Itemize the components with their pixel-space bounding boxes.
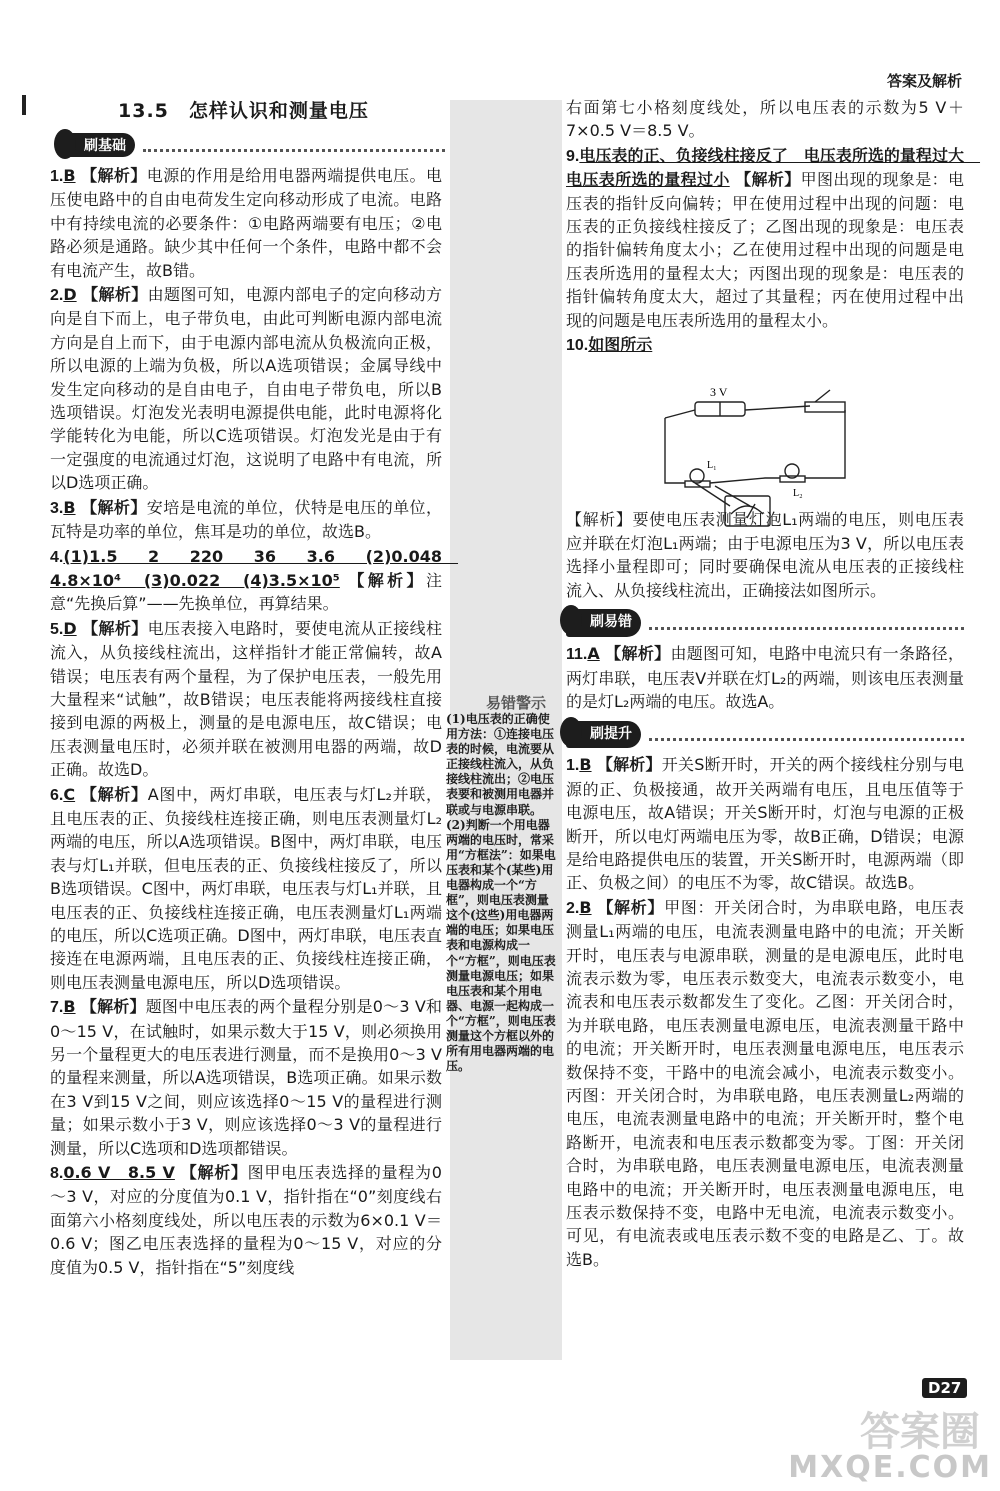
item-answer: B: [63, 997, 76, 1017]
watermark-logo: 答案圈: [860, 1409, 980, 1455]
item-number: 9.: [566, 147, 580, 165]
header-right: 答案及解析: [886, 72, 962, 90]
analysis-text: 甲图：开关闭合时，为串联电路，电压表测量L₁两端的电压，电流表测量电路中的电流；开关断开时，电压表与电源串联，测量的是电源电压，此时电流表示数为零，电压表示数变大，电流表示数变小，电流表和电压表示数都发生了变化。乙图：开关闭合时，为并联电路，电压表测量电源电压，电流表测量干路中的电流；开关断开时，电压表测量电源电压，电压表示数保持不变，干路中的电流会减小，电流表示数变小。丙图：开关闭合时，为串联电路，电压表测量L₂两端的电压，电流表测量电路中的电流；开关断开时，整个电路断开，电流表和电压表示数都变为零。丁图：开关闭合时，为串联电路，电压表测量电源电压，电流表测量电路中的电流；开关断开时，电压表测量电源电压，电压表示数保持不变，电路中无电流，电流表示数变小。可见，有电流表或电压表示数不变的电路是乙、丁。故选B。: [566, 897, 964, 1269]
answer-item: [50, 496, 442, 544]
item-number: 10.: [566, 337, 589, 355]
circuit-diagram: [655, 378, 855, 528]
page-number: D27: [922, 1378, 967, 1398]
answer-item: [50, 283, 442, 495]
item-number: 8.: [50, 1165, 64, 1183]
analysis-text: 开关S断开时，开关的两个接线柱分别与电源的正、负极接通，故开关两端有电压，且电压值等于电源电压，故A错误；开关S断开时，灯泡与电源的正极断开，所以电灯两端电压为零，故B正确，D错误；电源是给电路提供电压的装置，开关S断开时，电源两端（即正、负极之间）的电压不为零，故C错误。故选B。: [566, 755, 964, 893]
analysis-text: 题图中电压表的两个量程分别是0～3 V和0～15 V，在试触时，如果示数大于15 V，则必须换用另一个量程更大的电压表进行测量，而不是换用0～3 V的量程来测量，所以A选项错误，B选项正确。如果示数在3 V到15 V之间，则应该选择0～15 V的量程进行测量；如果示数小于3 V，则应该选择0～3 V的量程进行测量，所以C选项和D选项都错误。: [50, 997, 442, 1158]
item-number: 6.: [50, 786, 64, 804]
analysis-tag: 【解析】: [81, 166, 147, 185]
answer-item: [50, 617, 442, 782]
item-answer: C: [63, 784, 76, 804]
wire: [745, 406, 810, 410]
section-error-label: 刷易错: [566, 609, 641, 636]
analysis-tag: 【解析】: [81, 497, 147, 517]
wire: [805, 410, 845, 478]
answer-item: [50, 164, 442, 282]
wire: [710, 478, 780, 483]
analysis-text: 电压表接入电路时，要使电流从正接线柱流入，从负接线柱流出，这样指针才能正常偏转，故A错误；电压表有两个量程，为了保护电压表，一般先用大量程来“试触”，故B错误；电压表能将两接线柱直接接到电源的两极上，测量的是电源电压，故C错误；电压表测量电压时，必须并联在被测用电器的两端，故D正确。故选D。: [50, 618, 442, 780]
warning-text: (1)电压表的正确使用方法：①连接电压表的时候，电流要从正接线柱流入，从负接线柱流出；②电压表要和被测用电器并联或与电源串联。(2)判断一个用电器两端的电压时，常采用“方框法”：如果电压表和某个(某些)用电器构成一个“方框”，则电压表测量这个(这些)用电器两端的电压；如果电压表和电源构成一个“方框”，则电压表测量电源电压；如果电压表和某个用电器、电源一起构成一个“方框”，则电压表测量这个方框以外的所有用电器两端的电压。: [446, 712, 556, 1074]
item-answer: B: [63, 166, 76, 185]
item-number: 11.: [566, 646, 588, 664]
item-answer: A: [587, 644, 600, 664]
item-number: 3.: [50, 499, 64, 517]
item-number: 1.: [566, 757, 580, 775]
analysis-text: 安培是电流的单位，伏特是电压的单位，瓦特是功率的单位，焦耳是功的单位，故选B。: [50, 497, 442, 542]
item-number: 2.: [566, 899, 580, 917]
switch-icon: [805, 402, 845, 412]
divider: [143, 139, 445, 152]
answer-item: [566, 753, 964, 894]
item-answer: B: [579, 897, 592, 917]
item-number: 7.: [50, 999, 64, 1017]
answer-item: [566, 333, 964, 357]
analysis-tag: 【解析】: [180, 1163, 248, 1183]
l1-label: L₁: [707, 460, 717, 471]
analysis-text: 甲图出现的现象是：电压表的指针反向偏转；甲在使用过程中出现的问题：电压表的正负接线柱接反了；乙图出现的现象是：电压表的指针偏转角度太小；乙在使用过程中出现的问题是电压表所选用的量程太大；丙图出现的现象是：电压表的指针偏转角度太大，超过了其量程；丙在使用过程中出现的问题是电压表所选用的量程太小。: [566, 170, 964, 330]
item-number: 2.: [50, 287, 64, 305]
watermark: MXQE.COM: [788, 1450, 992, 1485]
item-number: 4.: [50, 548, 64, 566]
analysis-tag: 【解析】: [596, 755, 662, 775]
analysis-tag: 【解析】: [348, 570, 426, 590]
left-column: [50, 164, 459, 1280]
divider: [649, 617, 964, 630]
wire: [665, 418, 685, 483]
section-basic-label: 刷基础: [60, 133, 135, 157]
item-answer: B: [579, 755, 592, 775]
section-error: [566, 608, 964, 638]
l2-label: L₂: [793, 488, 803, 499]
item-answer: 电压表的正、负接线柱接反了 电压表所选的量程过大 电压表所选的量程过小: [566, 145, 981, 190]
warning-title: 易错警示: [486, 694, 547, 712]
answer-item: [566, 642, 964, 713]
right-column: [566, 96, 981, 1272]
continued-text: 右面第七小格刻度线处，所以电压表的示数为5 V＋7×0.5 V＝8.5 V。: [566, 98, 964, 141]
title-bar: [22, 95, 26, 115]
voltmeter-icon: [725, 496, 770, 526]
analysis-text: 注意“先换后算”——先换单位，再算结果。: [50, 570, 442, 614]
answer-item: [50, 995, 442, 1160]
analysis-tag: 【解析】: [80, 784, 148, 804]
analysis-tag: 【解析】: [735, 170, 801, 190]
answer-item: [50, 783, 442, 995]
analysis-text: A图中，两灯串联，电压表与灯L₂并联，且电压表的正、负接线柱连接正确，则电压表测量灯L₂两端的电压，所以A选项错误。B图中，两灯串联，电压表与灯L₁并联，但电压表的正、负接线柱接反了，所以B选项错误。C图中，两灯串联，电压表与灯L₁并联，且电压表的正、负接线柱连接正确，电压表测量灯L₁两端的电压，所以C选项正确。D图中，两灯串联，电压表直接连在电源两端，且电压表的正、负接线柱连接正确，则电压表测量电源电压，所以D选项错误。: [50, 784, 442, 992]
item-answer: D: [63, 285, 77, 305]
analysis-text: 由题图可知，电源内部电子的定向移动方向是自下而上，电子带负电，由此可判断电源内部电流方向是自上而下，由于电源内部电流从负极流向正极，所以电源的上端为负极，所以A选项错误；金属导线中发生定向移动的是自由电子，自由电子带负电，所以B选项错误。灯泡发光表明电源提供电能，此时电源将化学能转化为电能，所以C选项错误。灯泡发光是由于有一定强度的电流通过灯泡，这说明了电路中有电流，所以D选项正确。: [50, 285, 442, 493]
battery-voltage-label: 3 V: [710, 385, 728, 399]
analysis-text: 电源的作用是给用电器两端提供电压。电压使电路中的自由电荷发生定向移动形成了电流。电路中有持续电流的必要条件：①电路两端要有电压；②电路必须是通路。缺少其中任何一个条件，电路中都不会有电流产生，故B错。: [50, 166, 442, 280]
wire: [665, 410, 695, 418]
item-answer: B: [63, 497, 76, 517]
item-number: 5.: [50, 620, 64, 638]
analysis-text: 图甲电压表选择的量程为0～3 V，对应的分度值为0.1 V，指针指在“0”刻度线右面第六小格刻度线处，所以电压表的示数为6×0.1 V＝0.6 V；图乙电压表选择的量程为0～15 V，对应的分度值为0.5 V，指针指在“5”刻度线: [50, 1163, 442, 1277]
page-title: 13.5 怎样认识和测量电压: [118, 100, 369, 122]
analysis-text: 【解析】要使电压表测量灯泡L₁两端的电压，则电压表应并联在灯泡L₁两端；由于电源电压为3 V，所以电压表选择小量程即可；同时要确保电流从电压表的正接线柱流入、从负接线柱流出，正确接法如图所示。: [566, 510, 964, 600]
answer-item: [566, 896, 964, 1272]
item-answer: D: [63, 618, 77, 638]
analysis-tag: 【解析】: [82, 285, 148, 305]
section-basic: [60, 132, 445, 158]
analysis-tag: 【解析】: [597, 897, 665, 917]
analysis-tag: 【解析】: [82, 618, 148, 638]
item-answer: (1)1.5 2 220 36 3.6 (2)0.048 4.8×10⁴ (3)0.022 (4)3.5×10⁵: [50, 546, 459, 590]
item-answer: 0.6 V 8.5 V: [63, 1163, 175, 1183]
section-improve-label: 刷提升: [566, 721, 641, 748]
item-number: 1.: [50, 168, 64, 185]
analysis-tag: 【解析】: [80, 997, 146, 1017]
divider: [649, 728, 964, 741]
analysis-tag: 【解析】: [605, 644, 671, 664]
answer-item: [50, 545, 459, 616]
answer-item: [50, 1161, 442, 1279]
section-improve: [566, 719, 964, 749]
item-answer: 如图所示: [588, 335, 653, 355]
analysis-text: 由题图可知，电路中电流只有一条路径，两灯串联，电压表V并联在灯L₂的两端，则该电压表测量的是灯L₂两端的电压。故选A。: [566, 644, 964, 711]
answer-item: [566, 144, 981, 332]
